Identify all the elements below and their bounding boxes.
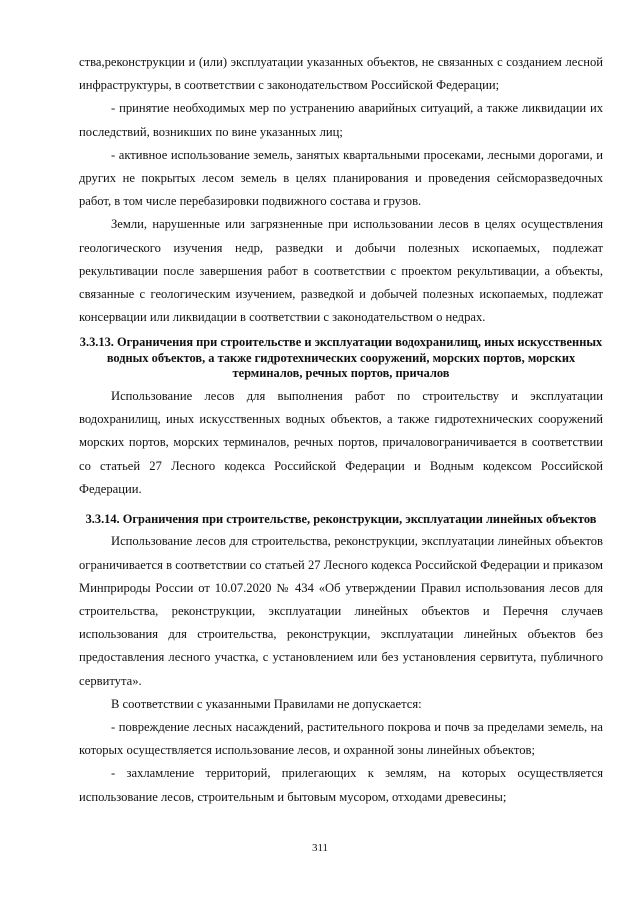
section-heading-3-3-13: 3.3.13. Ограничения при строительстве и эксплуатации водохранилищ, иных искусственных водных объектов, а также гидротехнических сооружений, морских портов, морских терминалов, речных портов, причалов xyxy=(79,335,603,381)
paragraph-emergency-measures: - принятие необходимых мер по устранению аварийных ситуаций, а также ликвидации их последствий, возникших по вине указанных лиц; xyxy=(79,101,603,139)
paragraph-land-reclamation: Земли, нарушенные или загрязненные при использовании лесов в целях осуществления геологического изучения недр, разведки и добычи полезных ископаемых, подлежат рекультивации после завершения работ в соответствии с проектом рекультивации, а объекты, связанные с геологическим изучением, разведкой и добычей полезных ископаемых, подлежат консервации или ликвидации в соответствии с законодательством о недрах. xyxy=(79,217,603,325)
list-item-damage: - повреждение лесных насаждений, растительного покрова и почв за пределами земель, на которых осуществляется использование лесов, и охранной зоны линейных объектов; xyxy=(79,720,603,758)
paragraph-linear-objects: Использование лесов для строительства, реконструкции, эксплуатации линейных объектов ограничивается в соответствии со статьей 27 Лесного кодекса Российской Федерации и приказом Минприроды России от 10.07.2020 № 434 «Об утверждении Правил использования лесов для строительства, реконструкции, эксплуатации линейных объектов и Перечня случаев использования для строительства, реконструкции, эксплуатации линейных объектов без предоставления лесного участка, с установлением или без установления сервитута, публичного сервитута». xyxy=(79,534,603,688)
paragraph-seismic-works: - активное использование земель, занятых квартальными просеками, лесными дорогами, и других не покрытых лесом земель в целях планирования и проведения сейсморазведочных работ, в том числе перебазировки подвижного состава и грузов. xyxy=(79,147,603,209)
paragraph-reservoirs: Использование лесов для выполнения работ по строительству и эксплуатации водохранилищ, иных искусственных водных объектов, а также гидротехнических сооружений морских портов, морских терминалов, речных портов, причаловограничивается в соответствии со статьей 27 Лесного кодекса Российской Федерации и Водным кодексом Российской Федерации. xyxy=(79,388,603,496)
page-content xyxy=(79,51,603,809)
section-heading-3-3-14: 3.3.14. Ограничения при строительстве, реконструкции, эксплуатации линейных объектов xyxy=(85,511,597,526)
list-item-littering: - захламление территорий, прилегающих к землям, на которых осуществляется использование лесов, строительным и бытовым мусором, отходами древесины; xyxy=(79,766,603,804)
paragraph-rules-intro: В соответствии с указанными Правилами не допускается: xyxy=(111,696,422,711)
paragraph-continuation: ства,реконструкции и (или) эксплуатации указанных объектов, не связанных с созданием лесной инфраструктуры, в соответствии с законодательством Российской Федерации; xyxy=(79,55,603,93)
page-number: 311 xyxy=(311,842,329,854)
